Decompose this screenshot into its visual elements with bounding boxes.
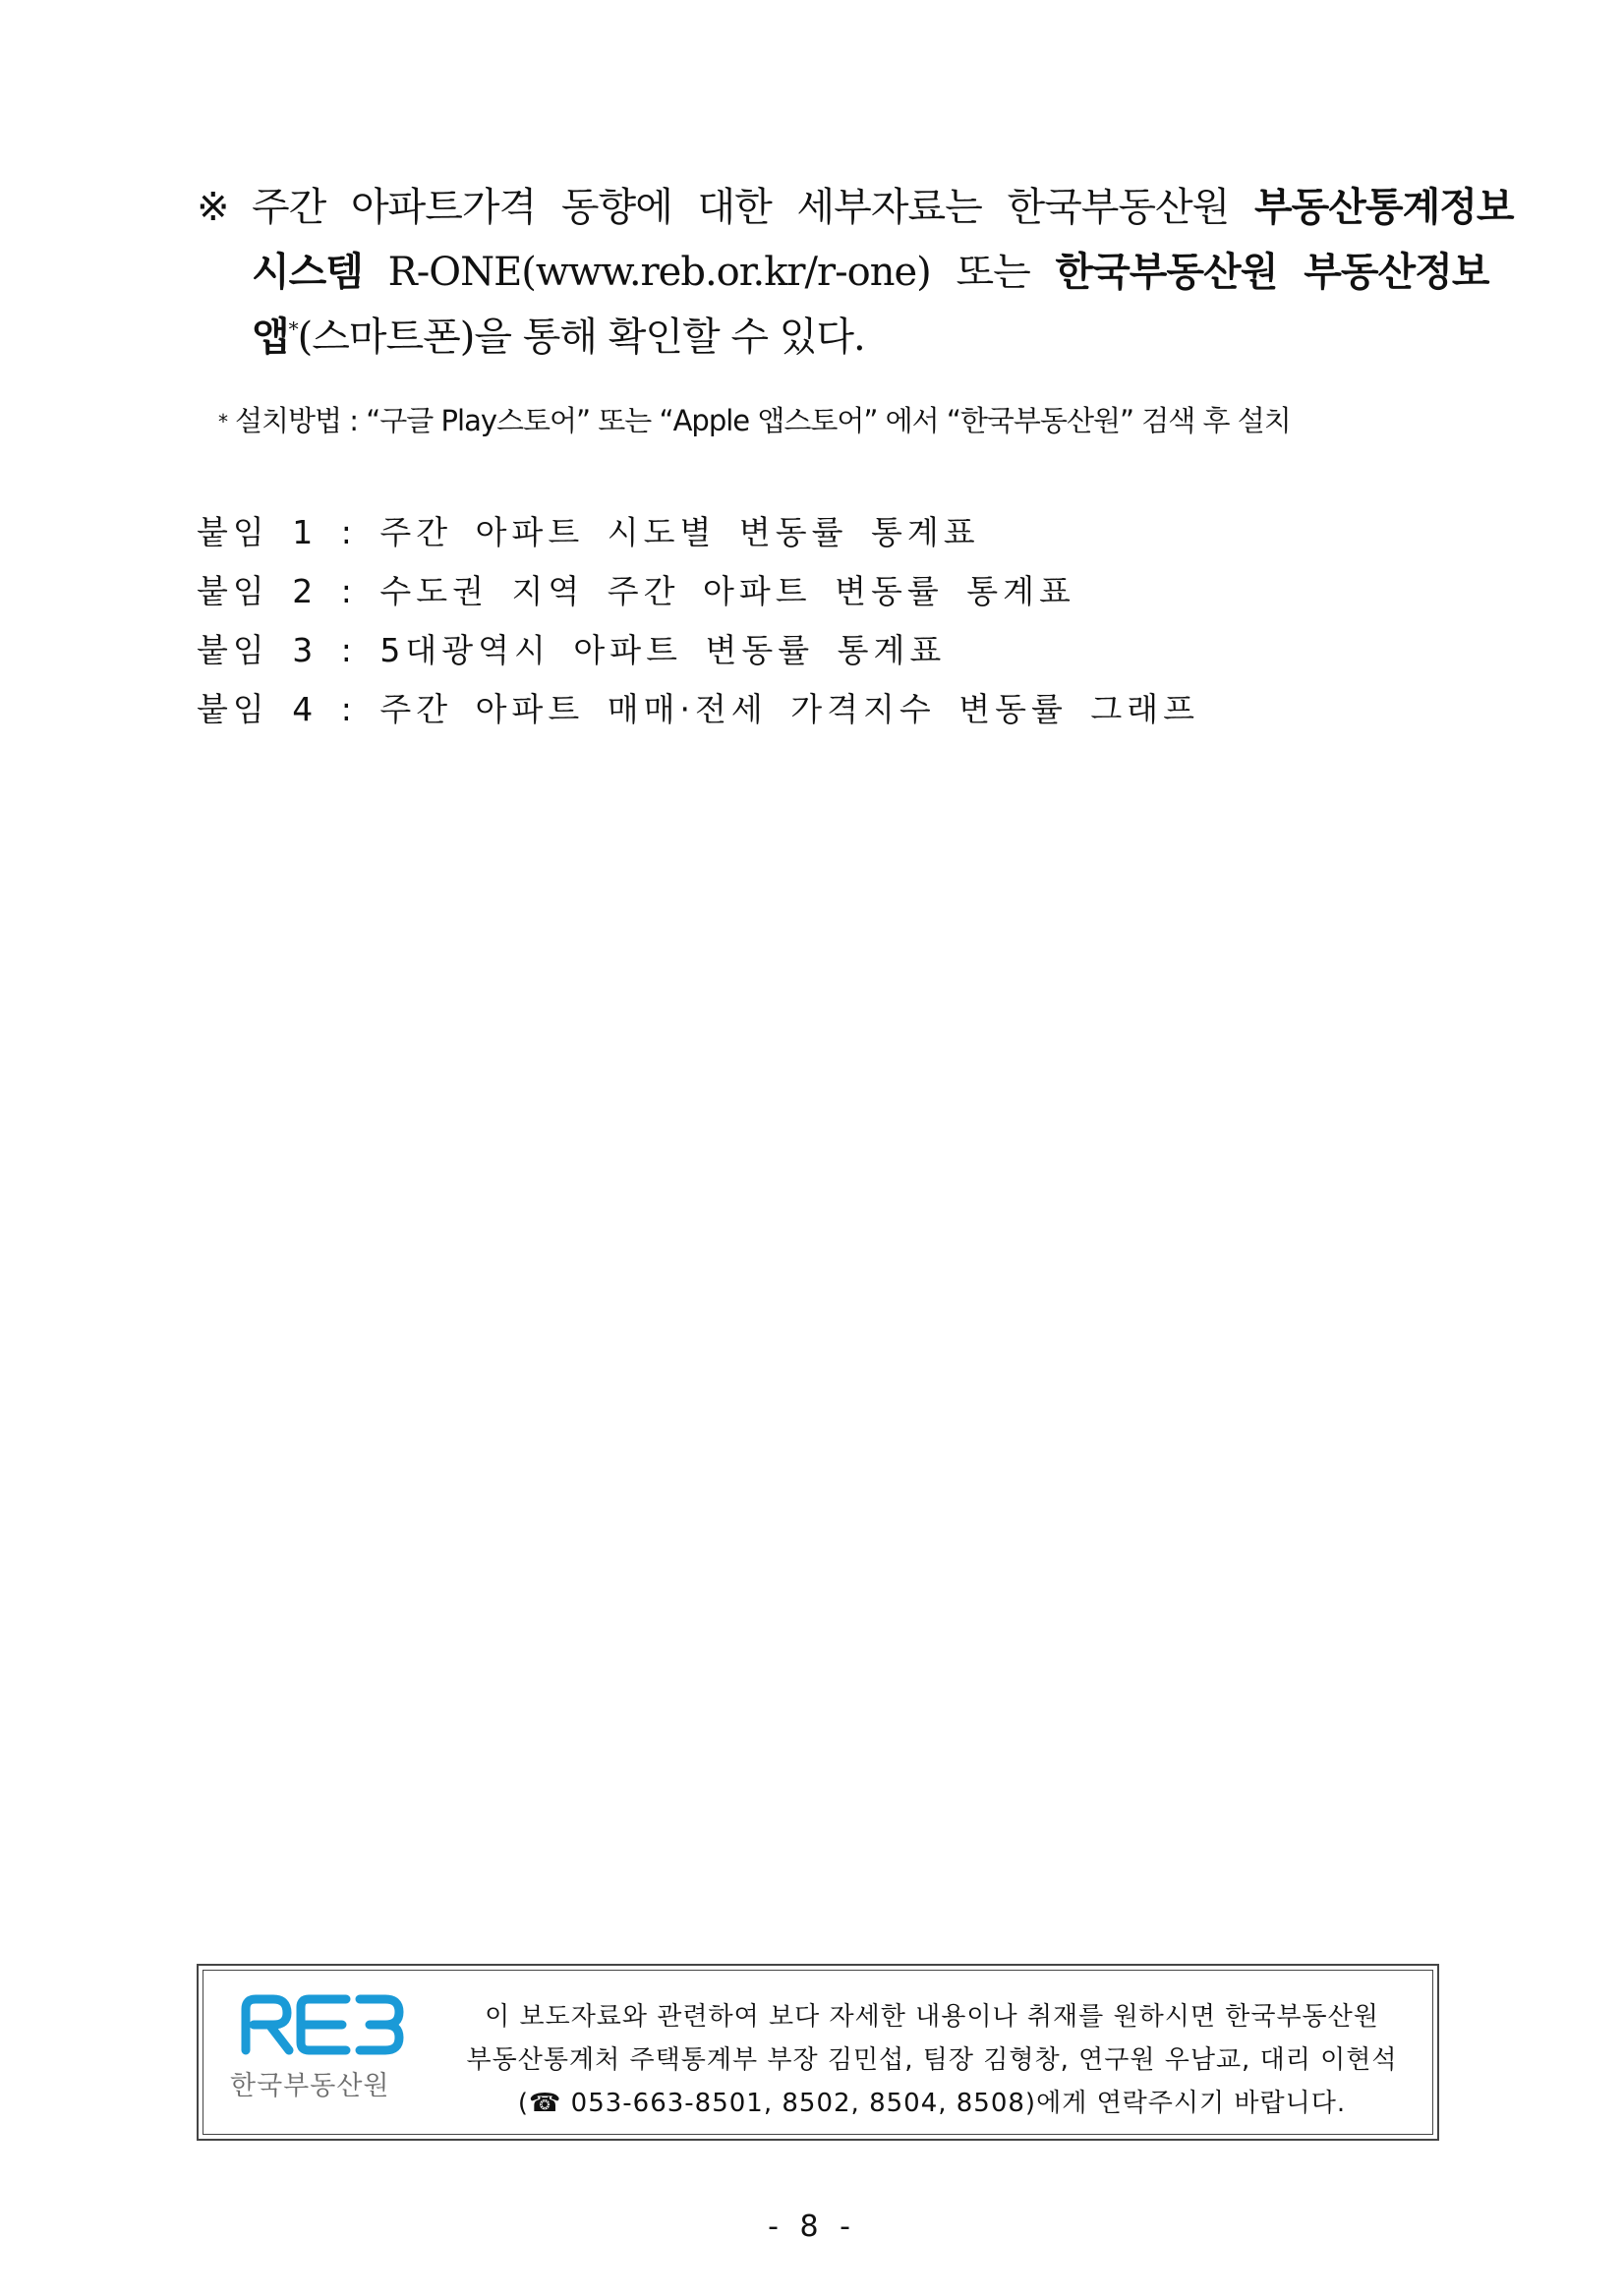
note-line-1 (197, 175, 1514, 240)
contact-phone-text: 053-663-8501, 8502, 8504, 8508)에게 연락주시기 바랍니다. (561, 2089, 1347, 2118)
attachment-item: 붙임 4 : 주간 아파트 매매·전세 가격지수 변동률 그래프 (197, 690, 1199, 728)
reb-logo-mark (240, 1991, 405, 2056)
footnote-text: 설치방법 : “구글 Play스토어” 또는 “Apple 앱스토어” 에서 “한국부동산원” 검색 후 설치 (235, 404, 1291, 437)
note-bold-text: 시스템 (252, 249, 363, 295)
logo-letter-b (360, 1999, 399, 2050)
note-text: (스마트폰)을 통해 확인할 수 있다. (297, 315, 865, 360)
attachment-list (197, 503, 1199, 739)
attachment-item: 붙임 2 : 수도권 지역 주간 아파트 변동률 통계표 (197, 572, 1075, 610)
contact-line-2: 부동산통계처 주택통계부 부장 김민섭, 팀장 김형창, 연구원 우남교, 대리 이현석 (466, 2045, 1398, 2075)
attachment-item: 붙임 3 : 5대광역시 아파트 변동률 통계표 (197, 631, 947, 669)
contact-box (197, 1964, 1439, 2141)
note-line-3 (197, 305, 1475, 370)
footnote-star: * (218, 410, 227, 433)
logo-letter-r (246, 1999, 289, 2050)
page-number: - 8 - (768, 2210, 856, 2244)
attachment-item: 붙임 1 : 주간 아파트 시도별 변동률 통계표 (197, 513, 980, 551)
contact-text (450, 1995, 1414, 2125)
contact-line-3 (450, 2082, 1414, 2125)
install-footnote (218, 399, 1291, 439)
data-source-note (197, 175, 1514, 370)
note-text: R-ONE(www.reb.or.kr/r-one) 또는 (362, 250, 1056, 295)
reference-mark: ※ (197, 185, 229, 230)
note-line-2 (197, 240, 1489, 305)
note-bold-text: 앱 (252, 314, 289, 360)
note-bold-text: 부동산통계정보 (1254, 184, 1514, 230)
footnote-marker: * (288, 316, 298, 341)
contact-line-1: 이 보도자료와 관련하여 보다 자세한 내용이나 취재를 원하시면 한국부동산원 (485, 2002, 1379, 2032)
phone-icon: ☎ (529, 2089, 562, 2118)
reb-logo (230, 1991, 417, 2102)
paren-open: ( (517, 2089, 529, 2118)
logo-organization-name: 한국부동산원 (230, 2071, 390, 2101)
logo-letter-e (301, 1999, 346, 2050)
note-text: 주간 아파트가격 동향에 대한 세부자료는 한국부동산원 (252, 185, 1255, 230)
note-bold-text: 한국부동산원 부동산정보 (1055, 249, 1489, 295)
